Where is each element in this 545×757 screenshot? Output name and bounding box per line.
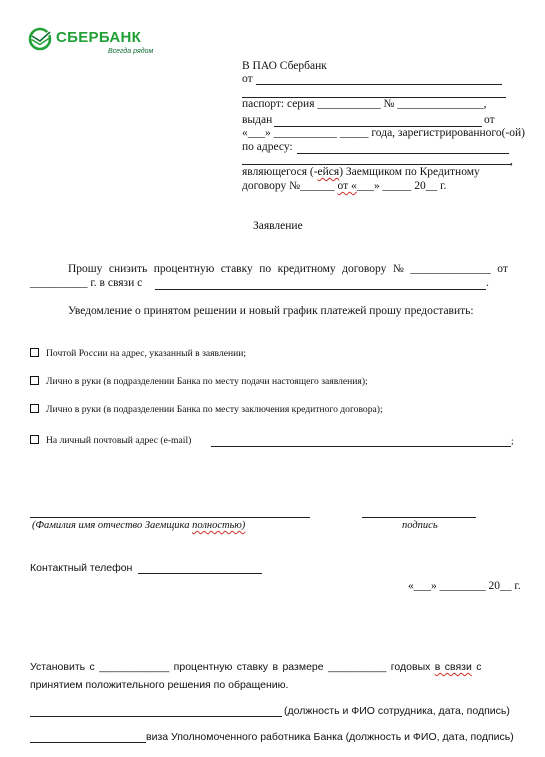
phone-label: Контактный телефон [30, 562, 133, 574]
contract-line: договору №______ от «___» _____ 20__ г. [242, 180, 447, 192]
borrower-line: являющегося (-ейся) Заемщиком по Кредитному [242, 166, 480, 178]
document-title: Заявление [253, 220, 303, 232]
rate-set-line: Установить с ____________ процентную ставку в размере __________ годовых в связи с [30, 661, 482, 673]
phone-line [138, 573, 262, 574]
option-email-end: ; [511, 436, 514, 447]
reason-line [155, 289, 486, 290]
visa-caption: виза Уполномоченного работника Банка (должность и ФИО, дата, подпись) [146, 731, 514, 743]
passport-line: паспорт: серия ___________ № _______________, [242, 98, 487, 110]
address-line-2 [242, 164, 511, 165]
sberbank-logo [28, 26, 168, 62]
recipient: В ПАО Сбербанк [242, 60, 327, 72]
request-end: . [486, 277, 489, 289]
address-label: по адресу: [242, 141, 293, 153]
visa-line [30, 742, 146, 743]
employee-caption: (должность и ФИО сотрудника, дата, подпись) [284, 705, 510, 717]
option-branch-checkbox[interactable] [30, 376, 39, 385]
fullname-line [30, 517, 310, 518]
option-branch-label: Лично в руки (в подразделении Банка по месту подачи настоящего заявления); [46, 376, 368, 387]
request-line-2-start: __________ г. в связи с [30, 277, 143, 289]
issued-from: от [484, 114, 495, 126]
registration-line: «___» ___________ _____ года, зарегистрированного(-ой) [242, 127, 525, 139]
from-line [256, 84, 502, 85]
from-label: от [242, 73, 253, 85]
employee-line [30, 716, 282, 717]
address-comma: , [510, 155, 513, 167]
issued-label: выдан [242, 114, 273, 126]
signature-line [362, 517, 476, 518]
rate-set-line-2: принятием положительного решения по обращению. [30, 679, 289, 691]
notice-line: Уведомление о принятом решении и новый график платежей прошу предоставить: [68, 305, 474, 317]
logo-tagline: Всегда рядом [108, 48, 154, 55]
signature-caption: подпись [402, 520, 438, 531]
contact-date: «___» ________ 20__ г. [408, 580, 521, 592]
fullname-caption: (Фамилия имя отчество Заемщика полностью) [32, 520, 246, 531]
email-line [211, 446, 511, 447]
option-contract-branch-label: Лично в руки (в подразделении Банка по месту заключения кредитного договора); [46, 404, 383, 415]
option-post-label: Почтой России на адрес, указанный в заявлении; [46, 348, 247, 359]
option-email-label: На личный почтовый адрес (e-mail) [46, 435, 192, 446]
option-post-checkbox[interactable] [30, 348, 39, 357]
option-email-checkbox[interactable] [30, 435, 39, 444]
address-line [297, 153, 509, 154]
option-contract-branch-checkbox[interactable] [30, 404, 39, 413]
logo-name: СБЕРБАНК [56, 29, 142, 46]
request-line-1: Прошу снизить процентную ставку по кредитному договору № ______________ от [68, 263, 508, 275]
